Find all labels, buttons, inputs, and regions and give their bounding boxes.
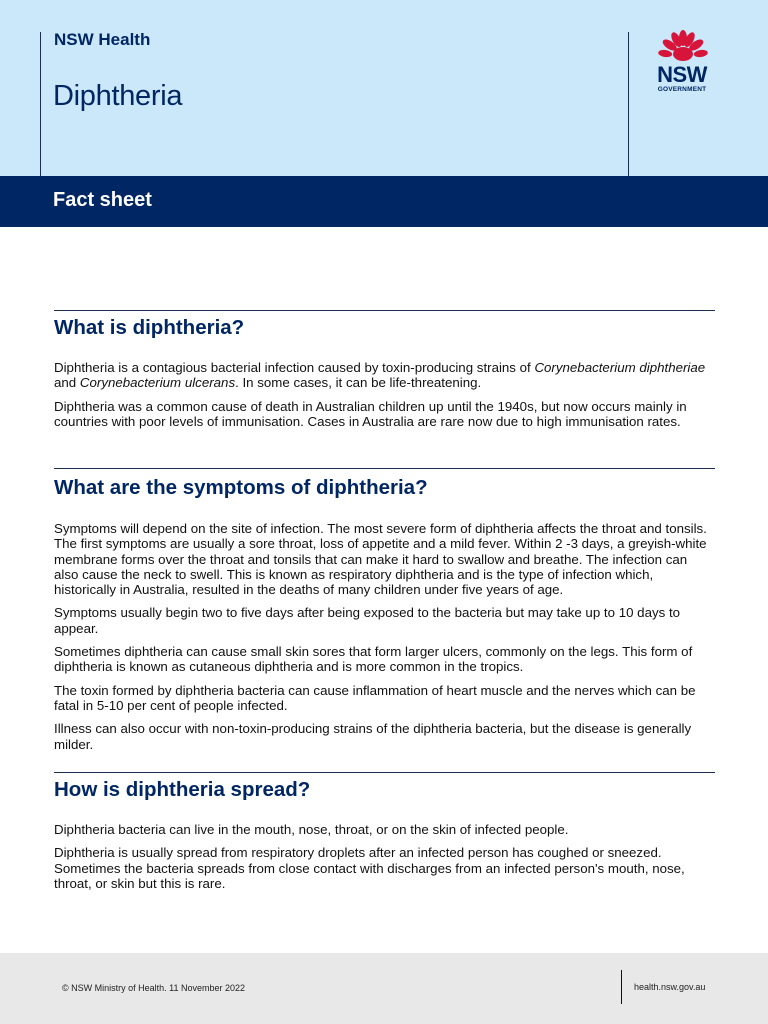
section-heading: What is diphtheria? xyxy=(54,316,245,339)
paragraph: Symptoms will depend on the site of infection. The most severe form of diphtheria affects the throat and tonsils. The first symptoms are usually a sore throat, loss of appetite and a mild fever. Within 2 -3 days, a greyish-white membrane forms over the throat and tonsils that can make it hard to swallow and breathe. The infection can also cause the neck to swell. This is known as respiratory diphtheria and is the type of infection which, historically in Australia, resulted in the deaths of many children under five years of age. xyxy=(54,521,707,598)
section-heading: How is diphtheria spread? xyxy=(54,778,311,801)
section-spread xyxy=(54,772,715,891)
paragraph: Diphtheria is a contagious bacterial infection caused by toxin-producing strains of Corynebacterium diphtheriae and Corynebacterium ulcerans. In some cases, it can be life-threatening. xyxy=(54,360,706,391)
footer-copyright: © NSW Ministry of Health. 11 November 2022 xyxy=(62,983,246,993)
section-symptoms xyxy=(54,468,715,752)
paragraph: Diphtheria was a common cause of death in Australian children up until the 1940s, but now occurs mainly in countries with poor levels of immunisation. Cases in Australia are rare now due to high immunisation rates. xyxy=(54,398,687,429)
paragraph: Illness can also occur with non-toxin-producing strains of the diphtheria bacteria, but the disease is generally milder. xyxy=(54,721,692,752)
fact-sheet-label: Fact sheet xyxy=(53,189,152,211)
section-divider xyxy=(54,468,715,469)
section-what-is xyxy=(54,310,715,429)
footer-divider xyxy=(621,970,622,1004)
page-title: Diphtheria xyxy=(53,80,183,112)
section-heading: What are the symptoms of diphtheria? xyxy=(54,476,428,499)
org-name: NSW Health xyxy=(54,30,151,49)
paragraph: Sometimes diphtheria can cause small skin sores that form larger ulcers, commonly on the legs. This form of diphtheria is known as cutaneous diphtheria and is more common in the tropics. xyxy=(54,644,693,675)
paragraph: Diphtheria is usually spread from respiratory droplets after an infected person has coughed or sneezed. Sometimes the bacteria spreads from close contact with discharges from an infected person's mouth, nose, throat, or skin but this is rare. xyxy=(54,845,685,891)
section-divider xyxy=(54,310,715,311)
logo-subtext: GOVERNMENT xyxy=(657,86,707,93)
header-divider-left xyxy=(40,32,41,176)
paragraph: Symptoms usually begin two to five days after being exposed to the bacteria but may take up to 10 days to appear. xyxy=(54,605,681,636)
section-divider xyxy=(54,772,715,773)
logo-wordmark: NSW xyxy=(657,62,707,87)
header-divider-right xyxy=(628,32,629,176)
footer-website-link[interactable]: health.nsw.gov.au xyxy=(634,982,706,992)
paragraph: The toxin formed by diphtheria bacteria can cause inflammation of heart muscle and the nerves which can be fatal in 5-10 per cent of people infected. xyxy=(54,682,696,713)
paragraph: Diphtheria bacteria can live in the mouth, nose, throat, or on the skin of infected people. xyxy=(54,822,569,837)
